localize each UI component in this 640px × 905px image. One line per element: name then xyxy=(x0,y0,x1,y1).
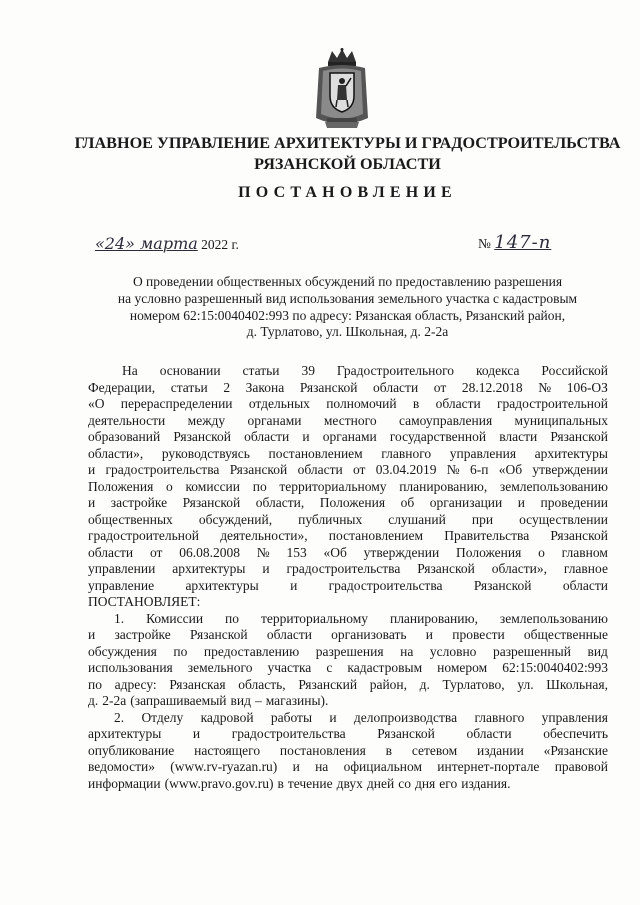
body-word: публичных xyxy=(298,511,363,527)
body-word: управления xyxy=(541,709,608,725)
body-word: Отделу xyxy=(141,709,184,725)
body-word: разрешенный xyxy=(492,643,571,659)
body-word: издания. xyxy=(461,775,511,791)
subject-line: О проведении общественных обсуждений по предоставлению разрешения xyxy=(132,274,563,289)
body-word: Рязанской xyxy=(377,726,435,741)
body-line xyxy=(88,446,608,463)
body-word: комиссии xyxy=(185,478,241,494)
body-word: настоящего xyxy=(194,742,261,758)
body-word: Положения xyxy=(319,495,386,510)
body-word: постановлением xyxy=(328,528,424,543)
body-word: двух xyxy=(336,775,363,791)
body-word: и xyxy=(88,462,96,477)
body-word: перераспределении xyxy=(120,396,233,411)
body-word: д. xyxy=(88,693,99,708)
body-word: главном xyxy=(561,544,608,560)
body-word: от xyxy=(149,544,163,560)
body-word: слушаний xyxy=(388,511,446,527)
body-word: Школьная, xyxy=(546,676,608,692)
body-line xyxy=(88,396,608,413)
body-word: номером xyxy=(437,660,488,675)
body-word: управление xyxy=(88,577,155,593)
body-word: при xyxy=(471,511,494,527)
body-word: ул. xyxy=(517,676,534,692)
body-word: статьи xyxy=(170,379,208,395)
body-word: землепользованию xyxy=(499,610,608,626)
body-word: органами xyxy=(322,429,377,444)
body-word: обсуждений, xyxy=(198,511,273,527)
body-word: архитектуры xyxy=(534,445,608,461)
body-word: и xyxy=(292,759,300,774)
body-word: 28.12.2018 xyxy=(461,379,523,395)
body-line xyxy=(88,512,608,529)
body-word: градостроительной xyxy=(88,528,199,543)
body-word: области xyxy=(466,726,512,741)
body-word: Рязанской xyxy=(229,462,288,477)
body-word: планированию, xyxy=(389,610,478,626)
body-line xyxy=(88,776,608,793)
body-line xyxy=(88,380,608,397)
body-word: сетевом xyxy=(411,742,458,758)
body-word: и xyxy=(192,726,201,741)
body-word: общественные xyxy=(523,627,608,642)
body-word: 03.04.2019 xyxy=(375,462,437,477)
body-word: вид xyxy=(230,693,251,708)
issuing-authority xyxy=(60,133,635,175)
body-word: архитектуры xyxy=(88,726,162,741)
body-word: Рязанской xyxy=(173,429,231,444)
body-word: о xyxy=(538,544,545,560)
body-word: деятельности xyxy=(88,412,166,428)
subject-line: номером 62:15:0040402:993 по адресу: Рязанская область, Рязанский район, xyxy=(129,307,566,323)
issuing-authority-line-1: ГЛАВНОЕ УПРАВЛЕНИЕ АРХИТЕКТУРЫ И ГРАДОСТРОИТЕЛЬСТВА xyxy=(74,134,621,152)
body-word: об xyxy=(400,495,415,510)
body-word: Рязанской xyxy=(417,561,475,576)
body-word: утверждении xyxy=(532,462,608,477)
body-word: по xyxy=(225,610,240,626)
body-word: общественных xyxy=(88,511,173,527)
body-word: обеспечить xyxy=(543,726,608,741)
body-word: между xyxy=(187,412,226,428)
body-word: участка xyxy=(267,660,312,675)
body-line xyxy=(88,413,608,430)
body-word: планированию, xyxy=(399,478,488,494)
body-word: землепользованию xyxy=(499,478,608,494)
body-word: Рязанской xyxy=(550,429,608,444)
body-word: области xyxy=(562,577,608,593)
document-date xyxy=(95,234,239,253)
body-word: полномочий xyxy=(326,396,397,411)
date-year: 2022 г. xyxy=(201,237,239,252)
body-word: управлении xyxy=(88,561,156,576)
body-word: самоуправления xyxy=(398,412,493,428)
body-word: Рязанской xyxy=(550,528,608,543)
body-line xyxy=(88,759,608,776)
body-word: Рязанская xyxy=(169,676,226,692)
body-line xyxy=(88,495,608,512)
body-word: (www.pravo.gov.ru) xyxy=(164,775,274,791)
body-word: кадастровым xyxy=(347,660,423,675)
body-word: разрешения xyxy=(315,643,384,659)
body-word: «Об xyxy=(323,544,347,560)
body-word: и xyxy=(425,627,434,642)
body-word: области xyxy=(435,396,481,411)
body-line xyxy=(88,677,608,694)
number-handwritten: 147-п xyxy=(494,232,552,253)
body-word: район, xyxy=(369,676,408,692)
body-word: «Рязанские xyxy=(543,742,608,758)
body-line xyxy=(88,644,608,661)
body-word: от xyxy=(433,379,447,395)
body-word: использования xyxy=(88,660,173,675)
body-word: организации xyxy=(429,495,503,510)
document-subject xyxy=(80,274,615,341)
body-word: интернет-портале xyxy=(437,759,540,774)
body-word: земельного xyxy=(187,660,253,675)
body-word: кодекса xyxy=(476,363,520,378)
body-word: руководствуясь xyxy=(161,445,250,461)
body-line xyxy=(88,545,608,562)
body-word: области, xyxy=(255,495,305,510)
body-word: местного xyxy=(323,412,377,428)
body-word: области xyxy=(297,462,343,477)
body-word: области xyxy=(244,429,290,444)
body-word: управления xyxy=(449,445,517,461)
body-word: Закона xyxy=(245,379,285,395)
body-word: дня xyxy=(414,775,436,791)
body-word: 62:15:0040402:993 xyxy=(502,660,608,675)
body-word: официальном xyxy=(343,759,422,774)
body-word: по xyxy=(88,676,102,692)
body-word: о xyxy=(165,478,173,494)
body-word: постановления xyxy=(279,742,366,758)
body-word: кадровой xyxy=(200,709,254,725)
body-word: (www.rv-ryazan.ru) xyxy=(170,759,278,774)
body-line xyxy=(88,462,608,479)
body-word: в xyxy=(412,396,420,411)
body-line xyxy=(88,726,608,743)
body-word: предоставлению xyxy=(203,643,300,659)
body-word: градостроительства xyxy=(328,577,443,593)
document-number xyxy=(478,232,551,253)
body-word: работы xyxy=(270,709,313,725)
body-word: архитектуры xyxy=(185,577,259,593)
issuing-authority-line-2: РЯЗАНСКОЙ ОБЛАСТИ xyxy=(254,155,441,173)
body-word: Федерации, xyxy=(88,379,156,395)
body-word: отдельных xyxy=(248,396,310,411)
body-word: проведении xyxy=(540,495,608,510)
date-handwritten: «24» марта xyxy=(95,234,198,253)
body-word: градостроительства xyxy=(231,726,346,741)
body-word: Российской xyxy=(541,363,608,378)
body-word: № xyxy=(538,379,552,395)
body-word: обсуждения xyxy=(88,643,157,659)
subject-line: д. Турлатово, ул. Школьная, д. 2-2а xyxy=(246,324,449,340)
body-word: Рязанской xyxy=(182,495,241,510)
body-word: Рязанский xyxy=(298,676,358,692)
body-word: градостроительства xyxy=(286,561,401,576)
body-word: – xyxy=(254,693,262,708)
body-word: и xyxy=(88,627,96,642)
body-line xyxy=(88,710,608,727)
body-word: дней xyxy=(366,775,395,791)
body-word: «О xyxy=(88,396,105,411)
body-word: ведомости» xyxy=(88,759,155,774)
body-line xyxy=(88,561,608,578)
body-word: по xyxy=(173,643,188,659)
body-word: 2-2а xyxy=(102,693,127,708)
body-word: условно xyxy=(429,643,477,659)
body-word: и xyxy=(517,495,526,510)
body-word: и xyxy=(290,577,298,593)
body-word: и xyxy=(302,429,310,444)
document-type-title: ПОСТАНОВЛЕНИЕ xyxy=(238,184,457,201)
body-line xyxy=(88,611,608,628)
body-word: архитектуры xyxy=(172,561,246,576)
body-line xyxy=(88,627,608,644)
body-word: по xyxy=(252,478,267,494)
body-word: Положения xyxy=(88,478,154,494)
coat-of-arms-icon xyxy=(313,48,371,130)
body-word: 2 xyxy=(223,379,231,395)
body-word: Правительства xyxy=(444,528,530,543)
body-word: делопроизводства xyxy=(353,709,458,725)
body-word: 06.08.2008 xyxy=(179,544,240,560)
body-word: д. xyxy=(419,676,430,692)
body-word: территориальному xyxy=(279,478,387,494)
body-word: провести xyxy=(452,627,505,642)
body-word: основании xyxy=(159,363,221,378)
body-word: градостроительной xyxy=(496,396,608,411)
body-word: № xyxy=(446,462,460,477)
body-word: 1. xyxy=(114,610,125,626)
body-word: государственной xyxy=(389,429,487,444)
body-line xyxy=(88,429,608,446)
body-word: образований xyxy=(88,429,161,444)
body-word: Турлатово, xyxy=(442,676,505,692)
body-word: области xyxy=(266,627,312,642)
body-line xyxy=(88,693,608,710)
body-line xyxy=(88,594,608,611)
body-line xyxy=(88,528,608,545)
body-word: территориальному xyxy=(260,610,369,626)
body-word: информации xyxy=(88,775,161,791)
body-word: и xyxy=(329,709,337,725)
body-line xyxy=(88,660,608,677)
body-word: области», xyxy=(491,561,547,576)
body-word: Рязанской xyxy=(473,577,532,593)
body-word: со xyxy=(398,775,411,791)
body-word: правовой xyxy=(554,759,608,774)
body-line xyxy=(88,479,608,496)
number-label: № xyxy=(478,236,491,251)
body-word: Комиссии xyxy=(146,610,204,626)
body-word: ПОСТАНОВЛЯЕТ: xyxy=(88,594,201,609)
body-word: в xyxy=(277,775,284,791)
body-word: области xyxy=(88,544,134,560)
body-word: Рязанской xyxy=(299,379,358,395)
document-body xyxy=(88,363,608,792)
body-word: «Об xyxy=(498,462,523,477)
body-word: утверждении xyxy=(363,544,440,560)
subject-line: на условно разрешенный вид использования земельного участка с кадастровым xyxy=(117,290,578,306)
body-word: застройке xyxy=(114,627,171,642)
body-word: издании xyxy=(477,742,524,758)
body-word: постановлением xyxy=(268,445,363,461)
body-word: осуществлении xyxy=(519,511,608,527)
body-word: области», xyxy=(88,445,144,461)
body-word: главного xyxy=(381,445,432,461)
body-word: область, xyxy=(238,676,286,692)
body-word: муниципальных xyxy=(514,412,608,428)
body-word: главного xyxy=(474,709,525,725)
body-word: Рязанской xyxy=(190,627,248,642)
body-word: организовать xyxy=(331,627,407,642)
body-word: власти xyxy=(499,429,538,444)
body-word: с xyxy=(326,660,333,675)
body-word: вид xyxy=(587,643,608,659)
body-word: На xyxy=(122,363,138,378)
coat-of-arms-emblem xyxy=(313,48,371,130)
body-word: Положения xyxy=(456,544,522,560)
body-word: 106-ОЗ xyxy=(566,379,608,395)
body-line xyxy=(88,743,608,760)
body-word: и xyxy=(88,495,96,510)
body-word: области xyxy=(373,379,419,395)
body-word: в xyxy=(385,742,393,758)
body-word: 2. xyxy=(114,709,125,725)
body-word: Градостроительного xyxy=(336,363,455,378)
body-word: течение xyxy=(287,775,333,791)
body-word: опубликование xyxy=(88,742,175,758)
body-word: адресу: xyxy=(114,676,157,692)
body-word: 153 xyxy=(286,544,307,560)
body-line xyxy=(88,578,608,595)
body-word: главное xyxy=(563,561,608,576)
body-line xyxy=(88,363,608,380)
body-word: его xyxy=(439,775,458,791)
body-word: градостроительства xyxy=(105,462,220,477)
body-word: на xyxy=(315,759,329,774)
body-word: на xyxy=(400,643,414,659)
body-word: от xyxy=(352,462,366,477)
body-word: деятельности», xyxy=(220,528,308,543)
body-word: и xyxy=(262,561,270,576)
body-word: 39 xyxy=(301,363,315,378)
body-word: (запрашиваемый xyxy=(130,693,227,708)
body-word: 6-п xyxy=(469,462,489,477)
body-word: № xyxy=(256,544,270,560)
body-word: статьи xyxy=(242,363,280,378)
body-word: магазины). xyxy=(265,693,329,708)
body-word: органами xyxy=(247,412,302,428)
body-word: застройке xyxy=(110,495,168,510)
